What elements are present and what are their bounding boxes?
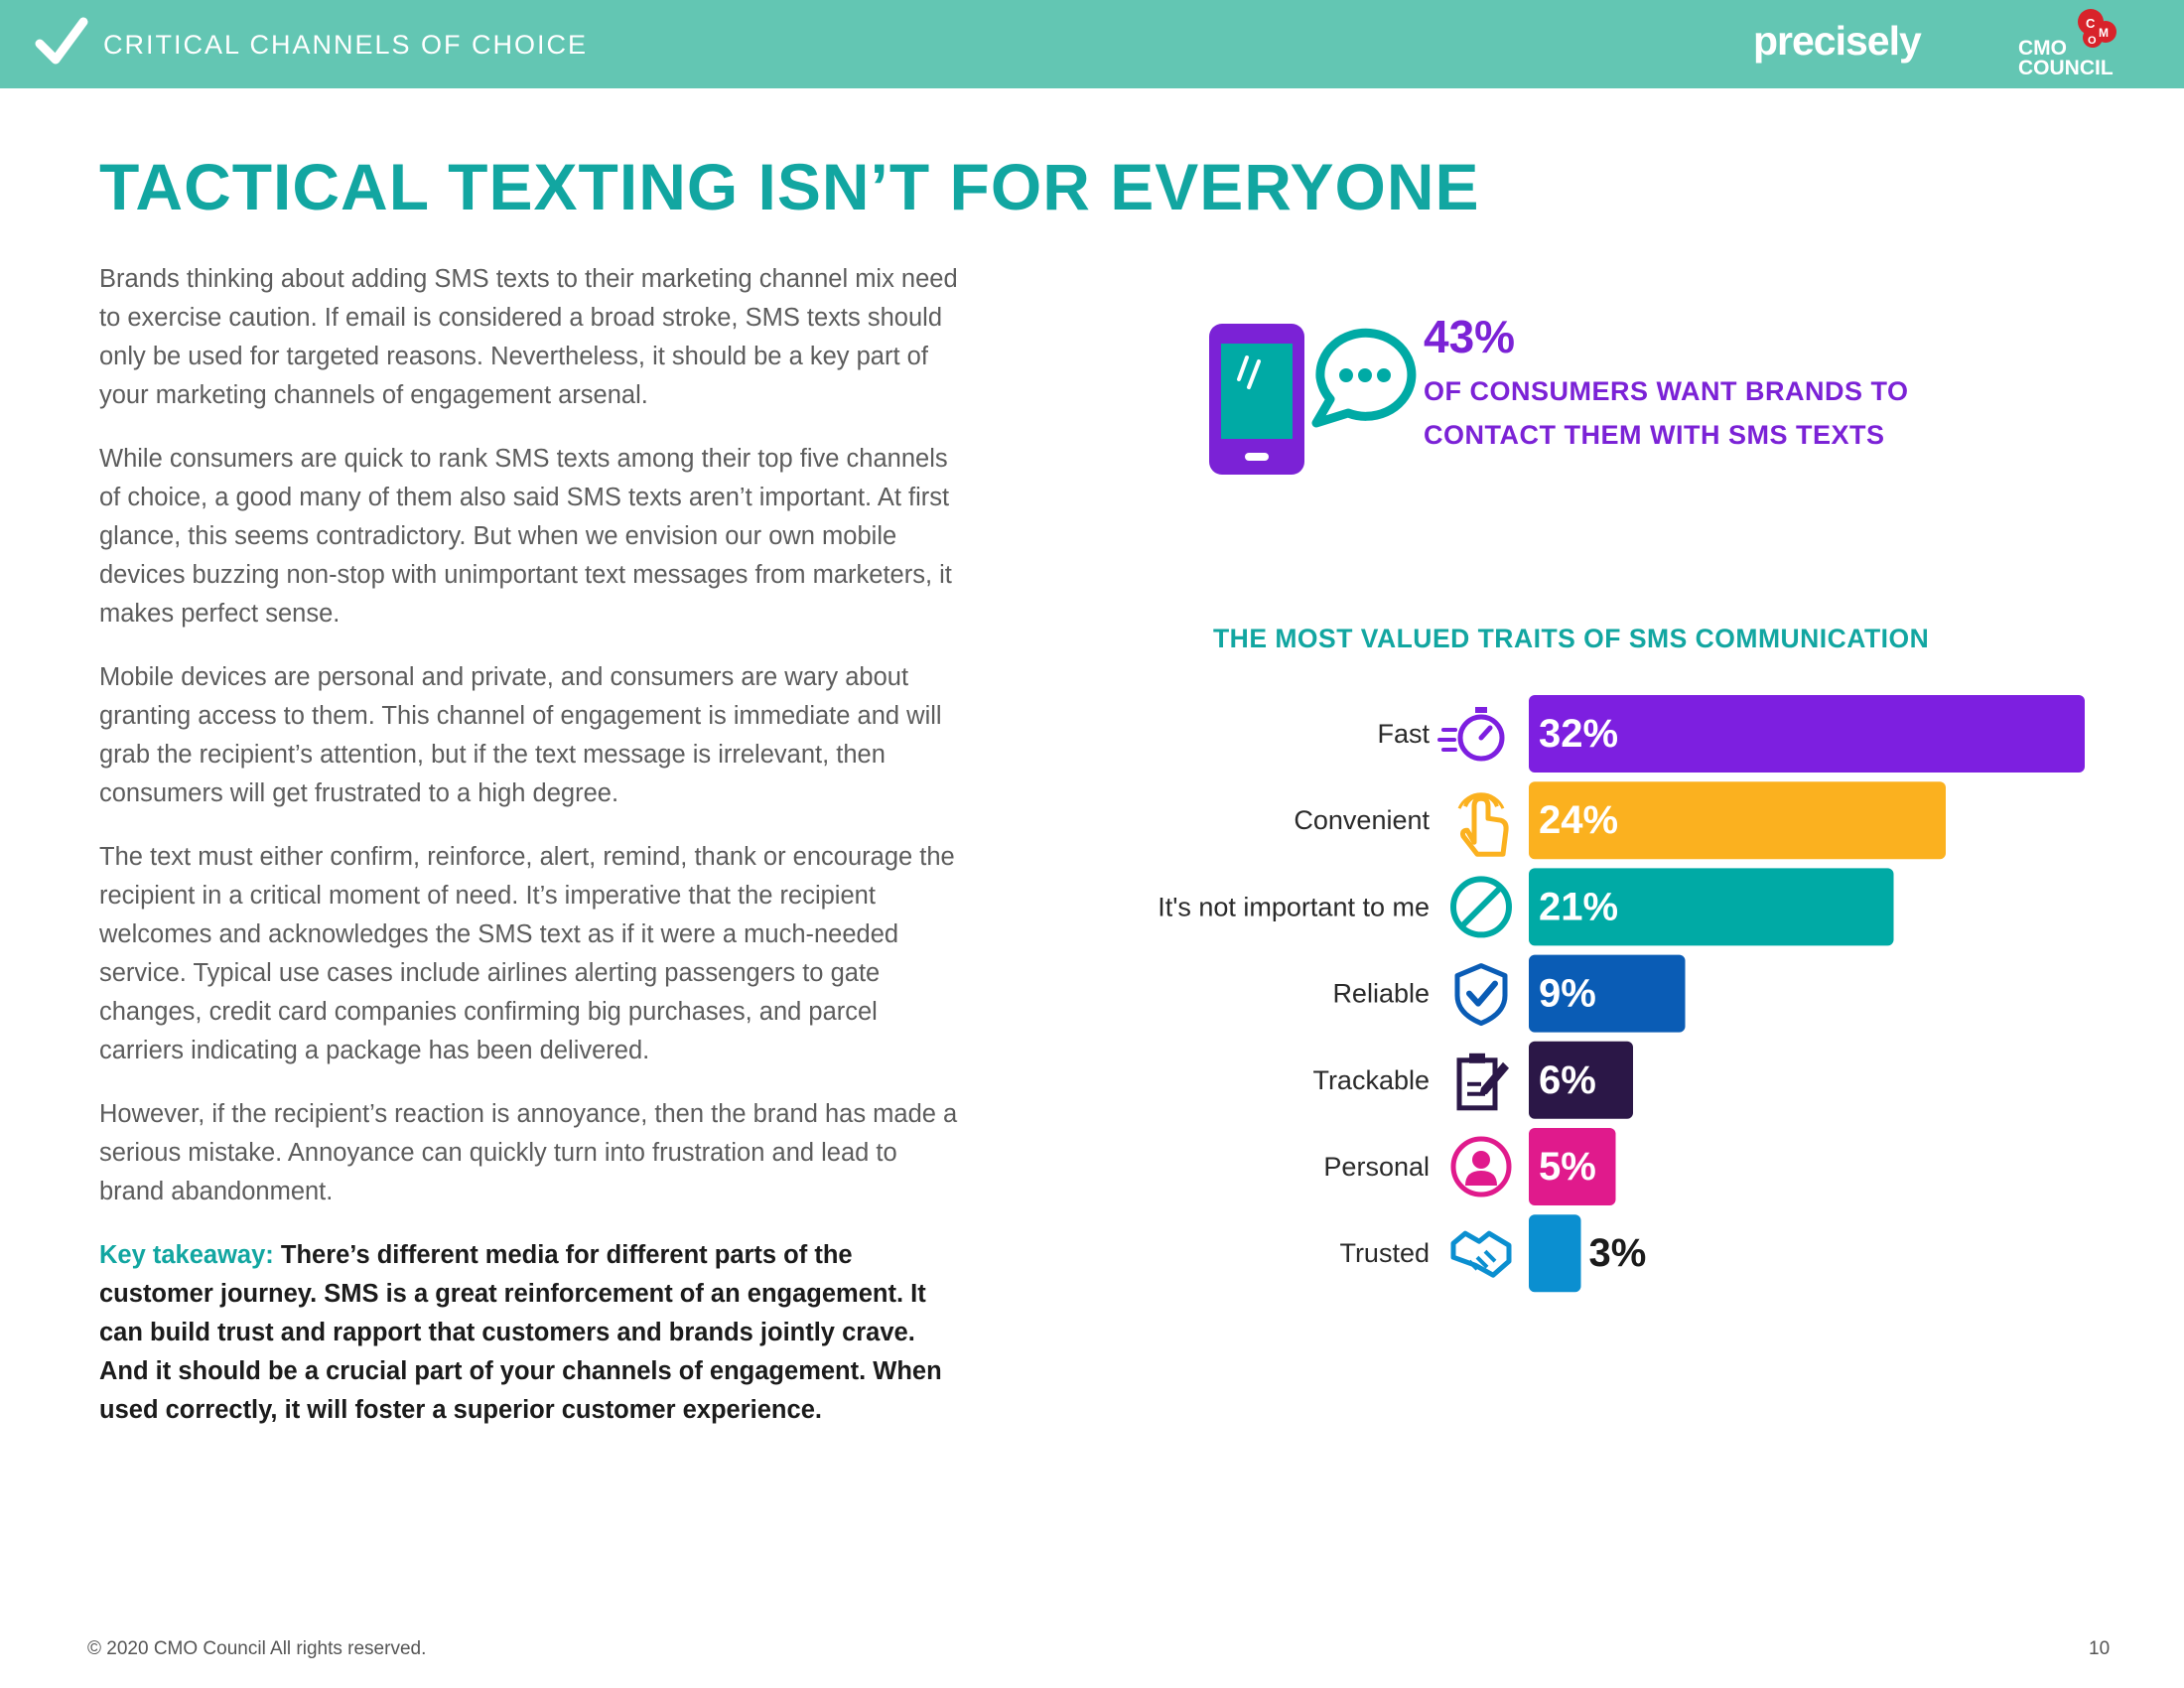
key-takeaway-text: There’s different media for different parts of the customer journey. SMS is a great reinforcement of an engagement. It can build trust and rapport that customers and brands jointly crave. And it should be a crucial part of your channels of engagement. When used correctly, it will foster a superior customer experience. — [99, 1241, 942, 1424]
value-label: 3% — [1588, 1231, 1647, 1276]
page-title: TACTICAL TEXTING ISN’T FOR EVERYONE — [99, 150, 1480, 223]
category-label: Convenient — [1294, 805, 1430, 836]
stat-description: OF CONSUMERS WANT BRANDS TO CONTACT THEM WITH SMS TEXTS — [1424, 376, 1909, 450]
footer-copyright: © 2020 CMO Council All rights reserved. — [87, 1638, 427, 1659]
bar — [1529, 1214, 1581, 1292]
paragraph-4: The text must either confirm, reinforce, alert, remind, thank or encourage the recipient in a critical moment of need. It’s imperative that the recipient welcomes and acknowledges the SMS text as if it were a much-needed service. Typical use cases include airlines alerting passengers to gate changes, credit card companies confirming big purchases, and parcel carriers indicating a package has been delivered. — [99, 843, 955, 1064]
category-label: Trackable — [1312, 1064, 1430, 1095]
category-label: Personal — [1323, 1152, 1430, 1182]
stopwatch-icon — [1439, 707, 1502, 759]
svg-text:C: C — [2086, 16, 2096, 31]
value-label: 6% — [1539, 1057, 1596, 1102]
header-bar — [0, 0, 2184, 88]
svg-text:O: O — [2088, 35, 2097, 47]
prohibited-icon — [1453, 879, 1509, 934]
chart-title: THE MOST VALUED TRAITS OF SMS COMMUNICATION — [1213, 624, 1930, 653]
phone-chat-icon — [1203, 302, 1417, 481]
person-circle-icon — [1453, 1139, 1509, 1195]
value-label: 21% — [1539, 885, 1619, 929]
body-text — [99, 260, 963, 1430]
traits-bar-chart — [1092, 685, 2164, 1301]
paragraph-3: Mobile devices are personal and private, and consumers are wary about granting access to them. This channel of engagement is immediate and will grab the recipient’s attention, but if the text message is irrelevant, then consumers will get frustrated to a high degree. — [99, 663, 942, 807]
category-label: Fast — [1377, 719, 1430, 749]
value-label: 9% — [1539, 971, 1596, 1016]
handshake-icon — [1453, 1233, 1509, 1275]
category-label: Reliable — [1332, 978, 1430, 1009]
checkmark-icon — [34, 14, 89, 70]
category-label: It's not important to me — [1158, 892, 1430, 922]
value-label: 24% — [1539, 798, 1619, 843]
precisely-logo: precisely — [1753, 18, 1921, 64]
section-title: CRITICAL CHANNELS OF CHOICE — [103, 30, 589, 60]
key-takeaway-label: Key takeaway: — [99, 1241, 274, 1269]
svg-text:M: M — [2099, 26, 2109, 40]
value-label: 5% — [1539, 1145, 1596, 1189]
stat-value: 43% — [1424, 311, 1516, 362]
category-label: Trusted — [1339, 1238, 1430, 1269]
key-takeaway — [99, 1236, 963, 1430]
tap-finger-icon — [1459, 794, 1506, 854]
cmo-logo-line2: COUNCIL — [2018, 57, 2114, 79]
paragraph-2: While consumers are quick to rank SMS texts among their top five channels of choice, a good many of them also said SMS texts aren’t important. At first glance, this seems contradictory. But when we envision our own mobile devices buzzing non-stop with unimportant text messages from marketers, it makes perfect sense. — [99, 445, 952, 628]
paragraph-5: However, if the recipient’s reaction is annoyance, then the brand has made a serious mistake. Annoyance can quickly turn into frustration and lead to brand abandonment. — [99, 1100, 958, 1205]
cmo-council-logo — [2013, 8, 2122, 79]
clipboard-pen-icon — [1459, 1054, 1509, 1108]
paragraph-1: Brands thinking about adding SMS texts to their marketing channel mix need to exercise caution. If email is considered a broad stroke, SMS texts should only be used for targeted reasons. Nevertheless, it should be a key part of your marketing channels of engagement arsenal. — [99, 265, 958, 409]
value-label: 32% — [1539, 712, 1619, 756]
cmo-logo-line1: CMO — [2018, 37, 2067, 60]
shield-check-icon — [1457, 966, 1505, 1024]
page-number: 10 — [2089, 1638, 2111, 1659]
